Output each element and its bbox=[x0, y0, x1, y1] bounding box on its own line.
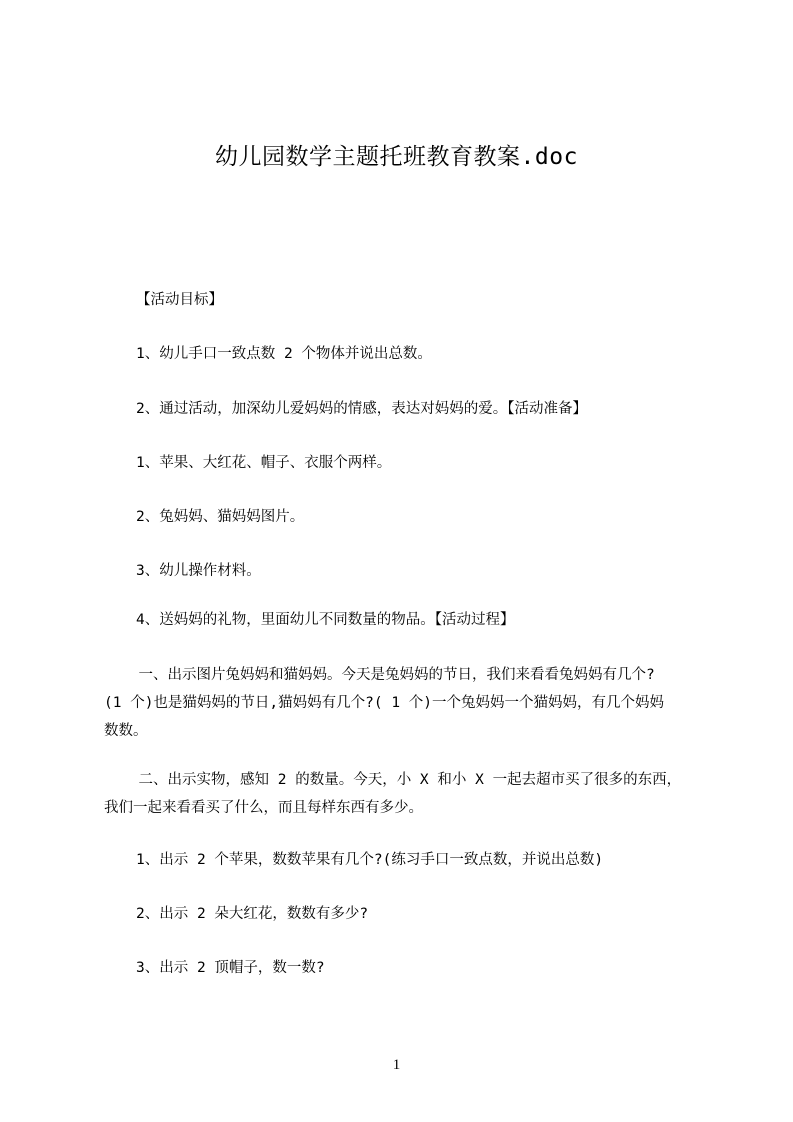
text-line: 二、出示实物，感知 2 的数量。今天，小 X 和小 X 一起去超市买了很多的东西， bbox=[124, 772, 682, 788]
document-title: 幼儿园数学主题托班教育教案.doc bbox=[215, 144, 578, 170]
text-line: 数数。 bbox=[104, 723, 148, 739]
paragraph-process-step-1 bbox=[104, 661, 704, 745]
text-line: 我们一起来看看买了什么，而且每样东西有多少。 bbox=[104, 800, 423, 816]
paragraph-prep-4: 4、送妈妈的礼物，里面幼儿不同数量的物品。【活动过程】 bbox=[136, 612, 515, 628]
text-line: (1 个)也是猫妈妈的节日,猫妈妈有几个?( 1 个)一个兔妈妈一个猫妈妈，有几个妈妈 bbox=[104, 695, 665, 711]
paragraph-goal-1: 1、幼儿手口一致点数 2 个物体并说出总数。 bbox=[136, 346, 432, 362]
paragraph-prep-2: 2、兔妈妈、猫妈妈图片。 bbox=[136, 509, 305, 525]
text-line: 一、出示图片兔妈妈和猫妈妈。今天是兔妈妈的节日，我们来看看兔妈妈有几个? bbox=[124, 667, 655, 683]
paragraph-activity-goals-heading: 【活动目标】 bbox=[136, 292, 223, 308]
paragraph-flowers: 2、出示 2 朵大红花，数数有多少? bbox=[136, 906, 369, 922]
paragraph-process-step-2 bbox=[104, 766, 704, 822]
paragraph-hats: 3、出示 2 顶帽子，数一数? bbox=[136, 960, 325, 976]
paragraph-apples: 1、出示 2 个苹果，数数苹果有几个?(练习手口一致点数，并说出总数) bbox=[136, 852, 604, 868]
paragraph-goal-2: 2、通过活动，加深幼儿爱妈妈的情感，表达对妈妈的爱。【活动准备】 bbox=[136, 401, 587, 417]
page-number: 1 bbox=[392, 1057, 401, 1073]
paragraph-prep-1: 1、苹果、大红花、帽子、衣服个两样。 bbox=[136, 455, 392, 471]
paragraph-prep-3: 3、幼儿操作材料。 bbox=[136, 563, 261, 579]
